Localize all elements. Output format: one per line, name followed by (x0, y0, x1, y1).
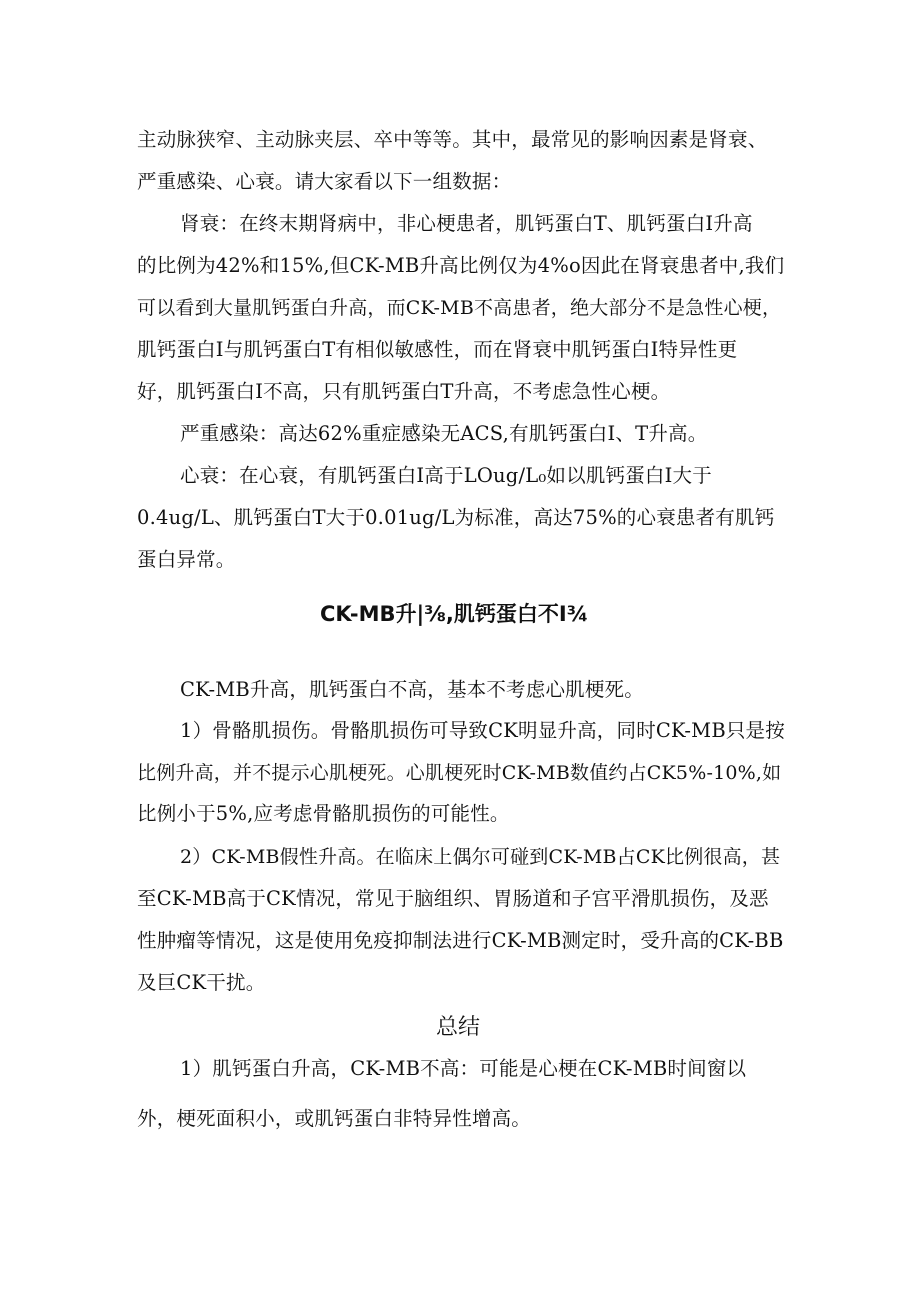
section-heading-summary: 总结 (436, 1015, 481, 1040)
p4-line-3: 蛋白异常。 (137, 548, 236, 571)
p4-line-2: 0.4ug/L、肌钙蛋白T大于0.01ug/L为标准，高达75%的心衰患者有肌钙 (137, 506, 775, 529)
section1-item2-line-1: 2）CK-MB假性升高。在临床上偶尔可碰到CK-MB占CK比例很高，甚 (180, 846, 781, 868)
section2-item1-line-2: 外，梗死面积小，或肌钙蛋白非特异性增高。 (137, 1107, 532, 1130)
section2-item1-line-1: 1）肌钙蛋白升高，CK-MB不高：可能是心梗在CK-MB时间窗以 (180, 1057, 747, 1080)
p2-line-5: 好，肌钙蛋白I不高，只有肌钙蛋白T升高，不考虑急性心梗。 (137, 380, 671, 403)
section1-intro: CK-MB升高，肌钙蛋白不高，基本不考虑心肌梗死。 (180, 678, 644, 701)
p1-line-2: 严重感染、心衰。请大家看以下一组数据： (137, 170, 512, 193)
section-heading-ckmb: CK-MB升|⅜,肌钙蛋白不I¾ (320, 602, 589, 626)
section1-item1-line-2: 比例升高，并不提示心肌梗死。心肌梗死时CK-MB数值约占CK5%-10%,如 (137, 762, 782, 784)
p3-line-1: 严重感染：高达62%重症感染无ACS,有肌钙蛋白I、T升高。 (180, 422, 708, 445)
section1-item2-line-2: 至CK-MB高于CK情况，常见于脑组织、胃肠道和子宫平滑肌损伤，及恶 (137, 887, 769, 910)
section1-item1-line-3: 比例小于5%,应考虑骨骼肌损伤的可能性。 (137, 802, 510, 825)
section1-item2-line-4: 及巨CK干扰。 (137, 971, 266, 994)
p2-line-4: 肌钙蛋白I与肌钙蛋白T有相似敏感性，而在肾衰中肌钙蛋白I特异性更 (137, 338, 738, 361)
p2-line-1: 肾衰：在终末期肾病中，非心梗患者，肌钙蛋白T、肌钙蛋白I升高 (180, 212, 753, 235)
p1-line-1: 主动脉狭窄、主动脉夹层、卒中等等。其中，最常见的影响因素是肾衰、 (137, 128, 768, 151)
p2-line-2: 的比例为42%和15%,但CK-MB升高比例仅为4%o因此在肾衰患者中,我们 (137, 254, 785, 277)
p4-line-1: 心衰：在心衰，有肌钙蛋白I高于LOug/L₀如以肌钙蛋白I大于 (180, 464, 712, 487)
p2-line-3: 可以看到大量肌钙蛋白升高，而CK-MB不高患者，绝大部分不是急性心梗， (137, 297, 782, 319)
section1-item2-line-3: 性肿瘤等情况，这是使用免疫抑制法进行CK-MB测定时，受升高的CK-BB (137, 929, 784, 952)
section1-item1-line-1: 1）骨骼肌损伤。骨骼肌损伤可导致CK明显升高，同时CK-MB只是按 (180, 719, 785, 742)
